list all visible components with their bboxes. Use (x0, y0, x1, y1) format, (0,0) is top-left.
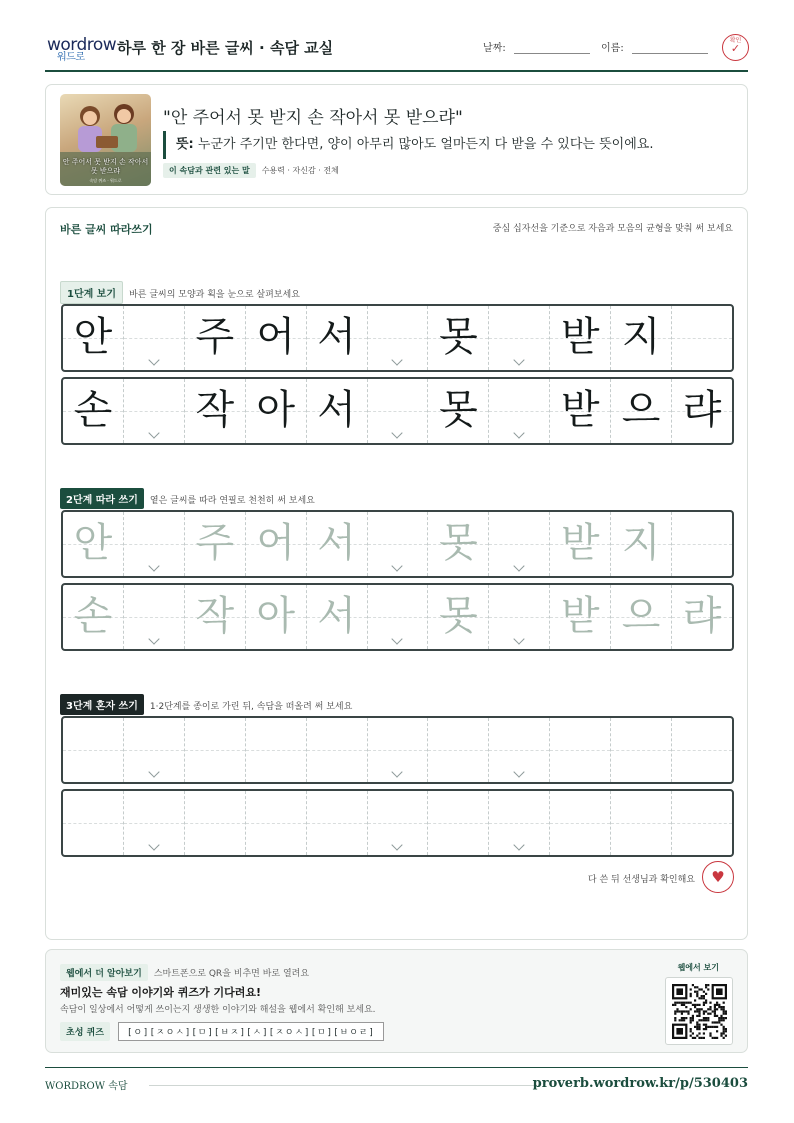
grid-cell (63, 379, 124, 443)
practice-title: 바른 글씨 따라쓰기 (60, 223, 153, 236)
space-mark-icon (149, 429, 159, 439)
date-label: 날짜: (483, 43, 506, 54)
grid-cell[interactable] (611, 791, 672, 855)
logo-subtext: 워드로 (57, 52, 85, 63)
date-field[interactable] (483, 39, 590, 54)
grid-char: 받 (560, 387, 600, 433)
space-mark-icon (149, 635, 159, 645)
grid-char: 못 (439, 314, 478, 360)
grid-char: 서 (317, 520, 356, 566)
space-mark-icon (149, 841, 159, 851)
date-line[interactable] (514, 44, 590, 54)
qr-pattern (672, 984, 727, 1039)
step3-desc: 1·2단계를 종이로 가린 뒤, 속담을 떠올려 써 보세요 (149, 702, 353, 712)
checkmark-icon: ✓ (730, 42, 741, 55)
space-mark-icon (392, 841, 402, 851)
grid-char: 주 (195, 314, 235, 360)
related-list: 수용력 · 자신감 · 전체 (261, 166, 339, 175)
step3-row-1[interactable] (61, 716, 734, 784)
qr-label: 웹에서 보기 (677, 963, 719, 972)
web-tag-note: 스마트폰으로 QR을 비추면 바로 열려요 (153, 969, 310, 979)
grid-char: 안 (73, 314, 113, 360)
meaning-text: 누군가 주기만 한다면, 양이 아무리 많아도 얼마든지 다 받을 수 있다는 뜻이에요. (197, 137, 654, 152)
grid-char: 못 (439, 593, 478, 639)
grid-cell (489, 379, 550, 443)
grid-char: 손 (73, 387, 113, 433)
meaning-block (163, 131, 653, 159)
grid-cell[interactable] (489, 585, 550, 649)
grid-cell[interactable] (63, 585, 124, 649)
grid-cell (550, 379, 611, 443)
grid-char: 랴 (682, 387, 722, 433)
grid-cell[interactable] (489, 512, 550, 576)
grid-cell (124, 379, 185, 443)
grid-cell[interactable] (672, 718, 732, 782)
grid-cell (246, 306, 307, 370)
grid-cell (611, 379, 672, 443)
grid-char: 못 (439, 387, 478, 433)
grid-cell (246, 379, 307, 443)
grid-cell[interactable] (307, 791, 368, 855)
quiz-value: [ㅇ][ㅈㅇㅅ][ㅁ][ㅂㅈ][ㅅ][ㅈㅇㅅ][ㅁ][ㅂㅇㄹ] (118, 1022, 384, 1041)
name-field[interactable] (601, 39, 708, 54)
space-mark-icon (149, 562, 159, 572)
step3-row-2[interactable] (61, 789, 734, 857)
grid-char: 어 (256, 314, 295, 360)
page-title: 하루 한 장 바른 글씨 · 속담 교실 (117, 39, 334, 57)
grid-char: 받 (560, 593, 600, 639)
step2-row-2[interactable] (61, 583, 734, 651)
logo-text: wordrow (47, 35, 117, 55)
space-mark-icon (392, 562, 402, 572)
step1-badge: 1단계 보기 (60, 281, 123, 304)
qr-code-icon[interactable] (665, 977, 733, 1045)
step2-badge: 2단계 따라 쓰기 (60, 488, 144, 509)
step1-row-1 (61, 304, 734, 372)
grid-char: 으 (621, 593, 661, 639)
step2-desc: 옅은 글씨를 따라 연필로 천천히 써 보세요 (149, 496, 315, 506)
proverb-text: "안 주어서 못 받지 손 작아서 못 받으랴" (163, 108, 463, 128)
grid-cell[interactable] (246, 791, 307, 855)
meaning-label: 뜻: (176, 137, 194, 152)
grid-cell[interactable] (368, 512, 429, 576)
space-mark-icon (392, 429, 402, 439)
grid-cell[interactable] (124, 718, 185, 782)
quiz-label: 초성 퀴즈 (60, 1022, 110, 1041)
grid-cell (307, 379, 368, 443)
footer-url[interactable]: proverb.wordrow.kr/p/530403 (532, 1076, 748, 1091)
grid-cell[interactable] (185, 585, 246, 649)
grid-cell (672, 306, 732, 370)
space-mark-icon (392, 635, 402, 645)
step1-row-2 (61, 377, 734, 445)
grid-cell (124, 306, 185, 370)
grid-char: 서 (317, 314, 356, 360)
teacher-check-text: 다 쓴 뒤 선생님과 확인해요 (587, 875, 695, 885)
web-desc: 속담이 일상에서 어떻게 쓰이는지 생생한 이야기와 해설을 웹에서 확인해 보세요. (60, 1005, 376, 1015)
grid-char: 작 (195, 387, 235, 433)
grid-char: 아 (256, 593, 295, 639)
grid-char: 지 (621, 314, 661, 360)
step1-header (60, 281, 300, 304)
grid-cell[interactable] (124, 791, 185, 855)
grid-cell[interactable] (428, 585, 489, 649)
grid-cell[interactable] (672, 791, 732, 855)
grid-cell[interactable] (368, 718, 429, 782)
grid-cell (368, 379, 429, 443)
page-footer (45, 1067, 748, 1092)
grid-cell[interactable] (246, 718, 307, 782)
proverb-card (45, 84, 748, 195)
grid-char: 서 (317, 387, 356, 433)
space-mark-icon (514, 635, 524, 645)
grid-char: 랴 (682, 593, 722, 639)
grid-char: 받 (560, 520, 600, 566)
grid-cell[interactable] (428, 791, 489, 855)
grid-char: 으 (621, 387, 661, 433)
grid-char: 주 (195, 520, 235, 566)
grid-cell (307, 306, 368, 370)
practice-card (45, 207, 748, 940)
space-mark-icon (514, 841, 524, 851)
grid-cell[interactable] (307, 585, 368, 649)
grid-char: 지 (621, 520, 661, 566)
grid-cell[interactable] (124, 512, 185, 576)
space-mark-icon (392, 768, 402, 778)
name-line[interactable] (632, 44, 708, 54)
step3-header (60, 694, 352, 715)
grid-cell[interactable] (611, 512, 672, 576)
illustration-subcaption: 속담 퀴즈 · 워드로 (89, 178, 122, 183)
grid-cell[interactable] (307, 718, 368, 782)
practice-note: 중심 십자선을 기준으로 자음과 모음의 균형을 맞춰 써 보세요 (492, 224, 733, 234)
grid-cell[interactable] (124, 585, 185, 649)
grid-cell (185, 306, 246, 370)
space-mark-icon (392, 356, 402, 366)
grid-cell (63, 306, 124, 370)
heart-icon: ♥ (711, 868, 725, 886)
grid-cell[interactable] (550, 512, 611, 576)
grid-cell[interactable] (63, 512, 124, 576)
grid-cell[interactable] (611, 718, 672, 782)
step1-desc: 바른 글씨의 모양과 획을 눈으로 살펴보세요 (129, 290, 300, 300)
grid-cell[interactable] (428, 512, 489, 576)
grid-cell[interactable] (672, 585, 732, 649)
web-heading: 재미있는 속담 이야기와 퀴즈가 기다려요! (60, 986, 261, 999)
grid-cell[interactable] (368, 791, 429, 855)
related-label: 이 속담과 관련 있는 말 (163, 163, 256, 178)
web-tag-label: 웹에서 더 알아보기 (60, 964, 148, 981)
proverb-illustration (60, 94, 151, 186)
web-tag (60, 964, 309, 981)
grid-cell (672, 379, 732, 443)
step2-row-1[interactable] (61, 510, 734, 578)
grid-char: 서 (317, 593, 356, 639)
grid-cell[interactable] (550, 791, 611, 855)
grid-char: 받 (560, 314, 600, 360)
teacher-stamp-icon (702, 861, 734, 893)
grid-cell[interactable] (185, 512, 246, 576)
grid-cell[interactable] (307, 512, 368, 576)
grid-cell[interactable] (185, 718, 246, 782)
grid-char: 아 (256, 387, 295, 433)
grid-char: 작 (195, 593, 235, 639)
illustration-caption: 안 주어서 못 받지 손 작아서 못 받으랴 (62, 158, 149, 175)
grid-cell[interactable] (489, 791, 550, 855)
footer-brand: WORDROW 속담 (45, 1081, 128, 1092)
space-mark-icon (514, 356, 524, 366)
page-header (45, 32, 748, 72)
grid-cell (428, 379, 489, 443)
grid-cell[interactable] (63, 718, 124, 782)
grid-char: 어 (256, 520, 295, 566)
check-stamp-icon (722, 34, 749, 61)
grid-cell[interactable] (672, 512, 732, 576)
grid-cell (368, 306, 429, 370)
stamp-text: 확인 (729, 37, 742, 44)
step3-badge: 3단계 혼자 쓰기 (60, 694, 144, 715)
grid-char: 안 (73, 520, 113, 566)
space-mark-icon (514, 768, 524, 778)
space-mark-icon (149, 356, 159, 366)
space-mark-icon (149, 768, 159, 778)
grid-cell (550, 306, 611, 370)
grid-cell[interactable] (368, 585, 429, 649)
grid-char: 손 (73, 593, 113, 639)
space-mark-icon (514, 429, 524, 439)
grid-cell (428, 306, 489, 370)
grid-cell[interactable] (611, 585, 672, 649)
name-label: 이름: (601, 43, 624, 54)
grid-cell[interactable] (550, 585, 611, 649)
related-words (163, 163, 339, 178)
grid-cell[interactable] (550, 718, 611, 782)
grid-cell (185, 379, 246, 443)
wordrow-logo (47, 36, 116, 62)
grid-cell[interactable] (63, 791, 124, 855)
web-card (45, 949, 748, 1053)
grid-char: 못 (439, 520, 478, 566)
grid-cell[interactable] (246, 585, 307, 649)
chosung-quiz (60, 1022, 384, 1041)
space-mark-icon (514, 562, 524, 572)
grid-cell (611, 306, 672, 370)
grid-cell[interactable] (246, 512, 307, 576)
grid-cell[interactable] (489, 718, 550, 782)
grid-cell[interactable] (185, 791, 246, 855)
grid-cell[interactable] (428, 718, 489, 782)
step2-header (60, 488, 315, 509)
grid-cell (489, 306, 550, 370)
footer-divider (149, 1085, 537, 1086)
